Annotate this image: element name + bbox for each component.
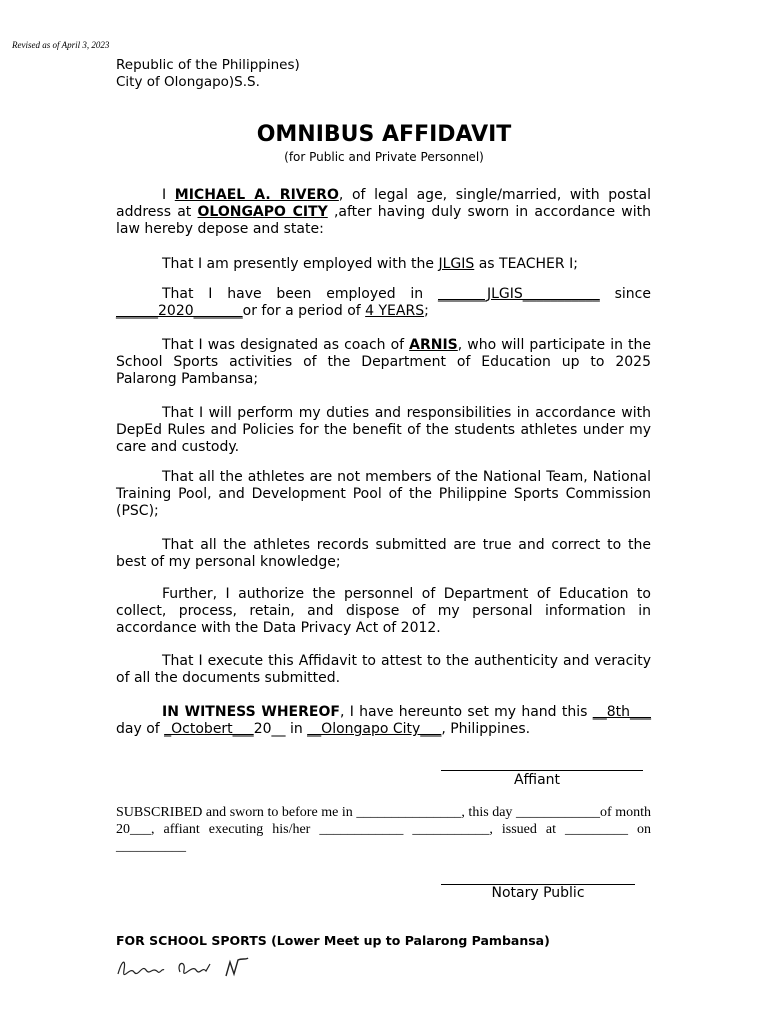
month-field: _Octobert___ xyxy=(164,721,254,737)
affiant-label: Affiant xyxy=(513,772,561,788)
notary-label: Notary Public xyxy=(491,885,585,901)
affiant-name: MICHAEL A. RIVERO xyxy=(174,187,339,203)
paragraph-data-privacy: Further, I authorize the personnel of Department of Education to collect, process, retain, and dispose of my personal information in accordance with the Data Privacy Act of 2012. xyxy=(116,586,651,636)
place-field: __Olongapo City___ xyxy=(307,721,442,737)
paragraph-coach: That I was designated as coach of ARNIS, who will participate in the School Sports activities of the Department of Education up to 2025 Palarong Pambansa; xyxy=(116,337,652,387)
sport-field: ARNIS xyxy=(409,337,458,353)
paragraph-identity: I MICHAEL A. RIVERO, of legal age, single/married, with postal address at OLONGAPO CITY ,after having duly sworn in accordance with law hereby depose and state: xyxy=(116,187,651,237)
school-field: _______JLGIS___________ xyxy=(438,286,600,302)
header-city: City of Olongapo)S.S. xyxy=(116,74,260,90)
period-field: 4 YEARS xyxy=(365,303,425,319)
revised-note: Revised as of April 3, 2023 xyxy=(12,40,110,50)
year-field: ______2020_______ xyxy=(116,303,243,319)
header-republic: Republic of the Philippines) xyxy=(116,57,300,73)
paragraph-employment: That I am presently employed with the JLGIS as TEACHER I; xyxy=(162,256,578,272)
affiant-signature-line xyxy=(441,770,643,771)
paragraph-employment-period: That I have been employed in _______JLGIS___________ since ______2020_______or for a period of 4 YEARS; xyxy=(116,286,651,319)
paragraph-duties: That I will perform my duties and responsibilities in accordance with DepEd Rules and Policies for the benefit of the students athletes under my care and custody. xyxy=(116,405,651,455)
day-field: __8th___ xyxy=(592,704,651,720)
postal-address: OLONGAPO CITY xyxy=(197,204,328,220)
paragraph-attestation: That I execute this Affidavit to attest to the authenticity and veracity of all the documents submitted. xyxy=(116,653,651,686)
paragraph-records: That all the athletes records submitted are true and correct to the best of my personal knowledge; xyxy=(116,537,651,570)
document-subtitle: (for Public and Private Personnel) xyxy=(284,150,484,164)
paragraph-witness: IN WITNESS WHEREOF, I have hereunto set my hand this __8th___ day of _Octobert___20__ in __Olongapo City___, Philippines. xyxy=(116,704,651,737)
document-title: OMNIBUS AFFIDAVIT xyxy=(256,122,512,147)
footer-note: FOR SCHOOL SPORTS (Lower Meet up to Palarong Pambansa) xyxy=(116,933,550,948)
employer-field: JLGIS xyxy=(438,256,475,272)
subscribed-paragraph: SUBSCRIBED and sworn to before me in _______________, this day ____________of month 20___, affiant executing his/her ____________ ___________, issued at _________ on __________ xyxy=(116,805,651,854)
handwritten-initials xyxy=(114,952,254,982)
paragraph-athletes-status: That all the athletes are not members of the National Team, National Training Pool, and Development Pool of the Philippine Sports Commission (PSC); xyxy=(116,469,651,519)
